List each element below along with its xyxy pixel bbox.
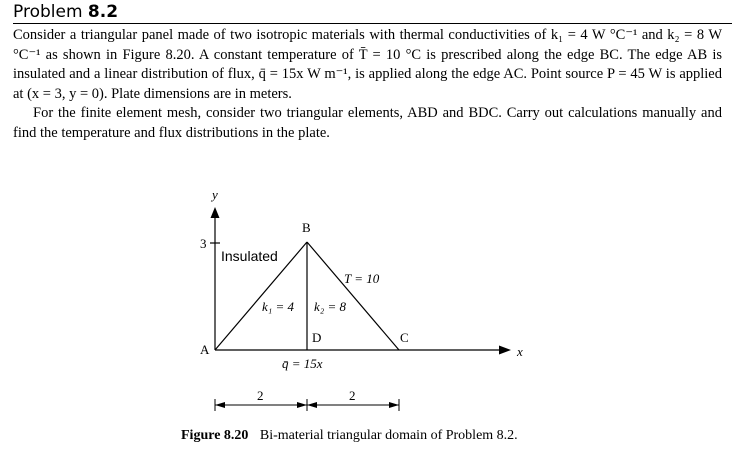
statement-line-1: Consider a triangular panel made of two isotropic materials with thermal conductivities of k₁ = 4 W °C⁻¹ xyxy=(13,27,638,43)
dimension-arrow-3 xyxy=(307,402,317,408)
y-tick-label: 3 xyxy=(200,236,207,251)
dimension-arrow-2 xyxy=(297,402,307,408)
dimension-arrow-1 xyxy=(215,402,225,408)
point-b-label: B xyxy=(302,220,311,235)
caption-text: Bi-material triangular domain of Problem 8.2. xyxy=(259,428,518,443)
flux-label: q̄ = 15x xyxy=(282,356,323,371)
y-axis-arrowhead xyxy=(211,207,220,218)
point-a-label: A xyxy=(200,342,210,357)
statement-line-3: edge BC. The edge AB is insulated and a linear distribution of flux, q̄ = 15x W m⁻¹, is applied along the xyxy=(13,46,723,82)
problem-number: 8.2 xyxy=(87,2,119,22)
dimension-left-label: 2 xyxy=(257,388,264,403)
dimension-right-label: 2 xyxy=(349,388,356,403)
figure-caption xyxy=(181,428,518,444)
statement-line-2: and k₂ = 8 W °C⁻¹ as shown in Figure 8.20. A constant temperature of T̄ = 10 °C is prescribed along the xyxy=(13,27,723,63)
statement-para2-line-1: For the finite element mesh, consider two triangular elements, ABD and BDC. Carry out calculations xyxy=(33,105,638,121)
statement-para2-line-2: manually and find the temperature and flux distributions in the plate. xyxy=(13,105,722,141)
x-axis-label: x xyxy=(517,344,523,359)
x-axis-arrowhead xyxy=(499,346,511,355)
insulated-label: Insulated xyxy=(221,248,278,264)
y-axis-label: y xyxy=(212,187,218,202)
temperature-label: T = 10 xyxy=(344,271,380,286)
dimension-arrow-4 xyxy=(389,402,399,408)
k2-label: k₂ = 8 xyxy=(314,299,347,314)
k1-label: k₁ = 4 xyxy=(262,299,295,314)
point-c-label: C xyxy=(400,330,409,345)
caption-number: Figure 8.20 xyxy=(181,428,249,443)
statement-line-4: edge AC. Point source P = 45 W is applied at (x = 3, y = 0). Plate dimensions are in meters. xyxy=(13,66,722,102)
problem-label: Problem xyxy=(13,2,83,22)
point-d-label: D xyxy=(312,330,322,345)
